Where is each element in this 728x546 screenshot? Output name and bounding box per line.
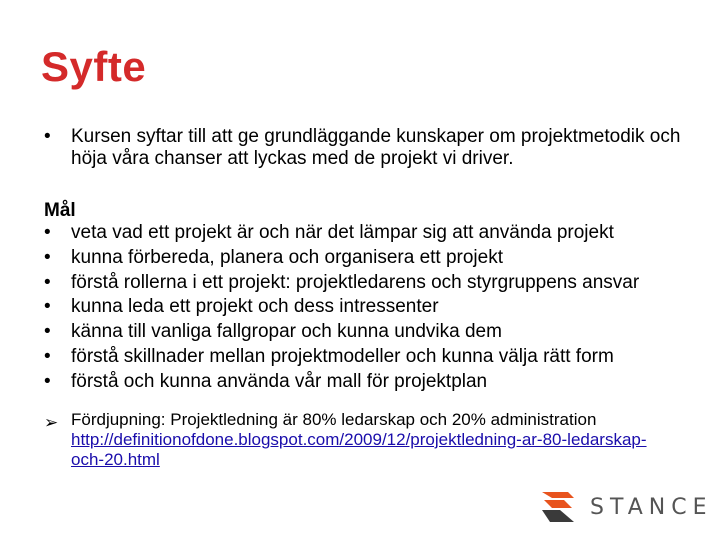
purpose-bullet-row — [44, 126, 704, 170]
goal-item — [44, 345, 704, 370]
goal-item — [44, 221, 704, 246]
purpose-section — [44, 126, 704, 170]
goal-text: kunna leda ett projekt och dess intressenter — [71, 296, 439, 318]
goal-text: känna till vanliga fallgropar och kunna undvika dem — [71, 321, 502, 343]
stance-logo-mark-icon — [538, 486, 578, 526]
bullet-dot: • — [44, 222, 51, 243]
goal-item — [44, 246, 704, 271]
goal-item — [44, 370, 704, 395]
goal-item — [44, 271, 704, 296]
goal-text: förstå skillnader mellan projektmodeller och kunna välja rätt form — [71, 345, 614, 367]
bullet-dot: • — [44, 370, 51, 392]
goal-text: kunna förbereda, planera och organisera ett projekt — [71, 246, 503, 268]
deepening-text-block — [44, 410, 664, 470]
goal-item — [44, 320, 704, 345]
bullet-dot: • — [44, 246, 51, 268]
slide-title: Syfte — [41, 43, 147, 90]
deepening-section — [44, 410, 664, 470]
arrow-bullet-icon: ➢ — [44, 413, 59, 432]
bullet-dot: • — [44, 296, 51, 318]
goals-heading: Mål — [44, 200, 76, 221]
goal-item — [44, 295, 704, 320]
bullet-dot: • — [44, 345, 51, 367]
deepening-text: Fördjupning: Projektledning är 80% ledarskap och 20% administration — [71, 410, 597, 429]
goal-text: förstå rollerna i ett projekt: projektledarens och styrgruppens ansvar — [71, 271, 640, 293]
stance-logo — [538, 486, 713, 530]
bullet-dot: • — [44, 321, 51, 343]
bullet-dot: • — [44, 126, 51, 147]
logo-text: STANCE — [590, 495, 713, 520]
goal-text: förstå och kunna använda vår mall för projektplan — [71, 370, 488, 392]
purpose-text: Kursen syftar till att ge grundläggande kunskaper om projektmetodik och höja våra chanser att lyckas med de projekt vi driver. — [71, 126, 681, 169]
bullet-dot: • — [44, 271, 51, 293]
goal-text: veta vad ett projekt är och när det lämpar sig att använda projekt — [71, 222, 614, 243]
blog-link[interactable]: http://definitionofdone.blogspot.com/2009/12/projektledning-ar-80-ledarskap-och-20.html — [71, 430, 647, 469]
goals-list — [44, 221, 704, 395]
